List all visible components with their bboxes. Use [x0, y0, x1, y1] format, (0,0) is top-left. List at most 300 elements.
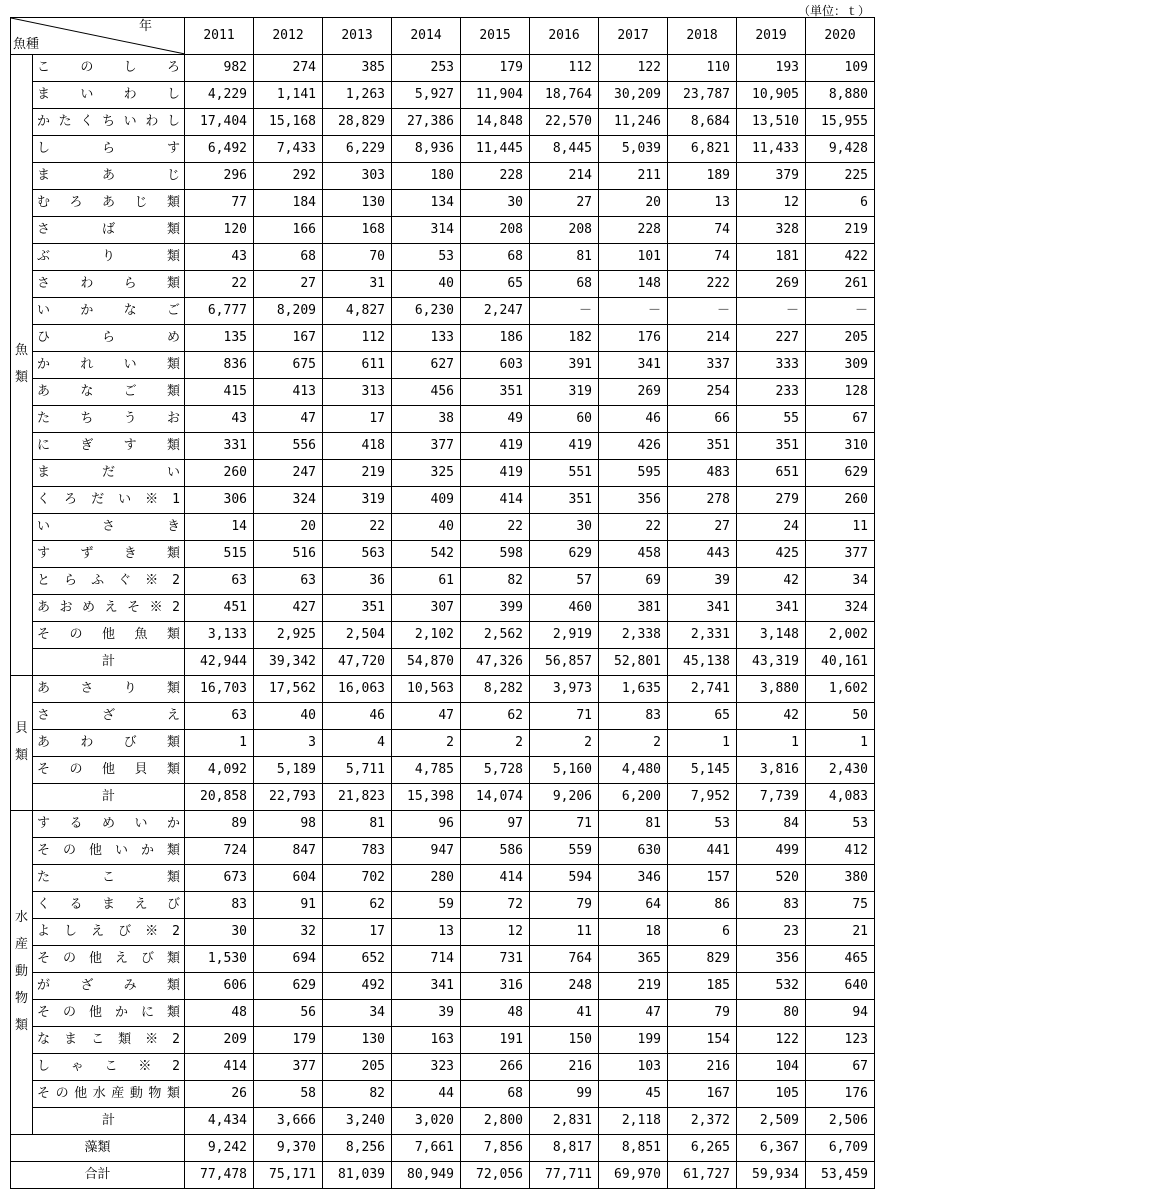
species-name: しゃこ※2	[33, 1054, 185, 1081]
table-row	[11, 379, 875, 406]
value-cell: 532	[737, 973, 806, 1000]
value-cell: 456	[392, 379, 461, 406]
table-row	[11, 352, 875, 379]
value-cell: 227	[737, 325, 806, 352]
value-cell: 11	[806, 514, 875, 541]
value-cell: 351	[530, 487, 599, 514]
value-cell: 248	[530, 973, 599, 1000]
value-cell: 458	[599, 541, 668, 568]
value-cell: 714	[392, 946, 461, 973]
value-cell: 351	[737, 433, 806, 460]
value-cell: 91	[254, 892, 323, 919]
value-cell: 43	[185, 406, 254, 433]
value-cell: 110	[668, 55, 737, 82]
subtotal-cell: 22,793	[254, 784, 323, 811]
value-cell: 112	[530, 55, 599, 82]
subtotal-cell: 21,823	[323, 784, 392, 811]
value-cell: 30	[530, 514, 599, 541]
value-cell: 409	[392, 487, 461, 514]
value-cell: 629	[806, 460, 875, 487]
value-cell: 4,229	[185, 82, 254, 109]
table-row	[11, 757, 875, 784]
value-cell: 379	[737, 163, 806, 190]
value-cell: 219	[323, 460, 392, 487]
value-cell: 414	[185, 1054, 254, 1081]
value-cell: 292	[254, 163, 323, 190]
value-cell: 69,970	[599, 1162, 668, 1189]
species-name: しらす	[33, 136, 185, 163]
value-cell: 49	[461, 406, 530, 433]
value-cell: 4,480	[599, 757, 668, 784]
value-cell: 55	[737, 406, 806, 433]
value-cell: 7,856	[461, 1135, 530, 1162]
subtotal-cell: 4,434	[185, 1108, 254, 1135]
value-cell: 40	[254, 703, 323, 730]
value-cell: 2,741	[668, 676, 737, 703]
value-cell: 163	[392, 1027, 461, 1054]
subtotal-cell: 2,800	[461, 1108, 530, 1135]
value-cell: 22	[599, 514, 668, 541]
subtotal-cell: 54,870	[392, 649, 461, 676]
subtotal-cell: 2,509	[737, 1108, 806, 1135]
value-cell: －	[599, 298, 668, 325]
value-cell: 44	[392, 1081, 461, 1108]
value-cell: 219	[599, 973, 668, 1000]
value-cell: 377	[254, 1054, 323, 1081]
value-cell: 6,709	[806, 1135, 875, 1162]
value-cell: 48	[185, 1000, 254, 1027]
value-cell: 8,445	[530, 136, 599, 163]
value-cell: 274	[254, 55, 323, 82]
value-cell: 279	[737, 487, 806, 514]
value-cell: 724	[185, 838, 254, 865]
value-cell: 356	[599, 487, 668, 514]
value-cell: 307	[392, 595, 461, 622]
value-cell: 341	[737, 595, 806, 622]
value-cell: 130	[323, 190, 392, 217]
subtotal-cell: 2,118	[599, 1108, 668, 1135]
value-cell: 603	[461, 352, 530, 379]
value-cell: 228	[599, 217, 668, 244]
header-year-label: 年	[138, 19, 152, 34]
value-cell: 6,265	[668, 1135, 737, 1162]
species-name: その他水産動物類	[33, 1081, 185, 1108]
value-cell: 247	[254, 460, 323, 487]
value-cell: 414	[461, 487, 530, 514]
value-cell: 306	[185, 487, 254, 514]
value-cell: 520	[737, 865, 806, 892]
value-cell: 559	[530, 838, 599, 865]
value-cell: 45	[599, 1081, 668, 1108]
group-label-text: 貝類	[15, 721, 29, 763]
subtotal-cell: 52,801	[599, 649, 668, 676]
value-cell: 23	[737, 919, 806, 946]
value-cell: 214	[530, 163, 599, 190]
value-cell: 82	[323, 1081, 392, 1108]
value-cell: 68	[254, 244, 323, 271]
value-cell: 8,851	[599, 1135, 668, 1162]
value-cell: 4,827	[323, 298, 392, 325]
value-cell: 8,684	[668, 109, 737, 136]
value-cell: 2,925	[254, 622, 323, 649]
year-header: 2012	[254, 18, 323, 55]
value-cell: 542	[392, 541, 461, 568]
value-cell: 1	[806, 730, 875, 757]
subtotal-cell: 20,858	[185, 784, 254, 811]
value-cell: 167	[254, 325, 323, 352]
value-cell: 65	[668, 703, 737, 730]
value-cell: 8,936	[392, 136, 461, 163]
value-cell: 5,927	[392, 82, 461, 109]
seaweed-row	[11, 1135, 875, 1162]
value-cell: 316	[461, 973, 530, 1000]
value-cell: 14	[185, 514, 254, 541]
value-cell: 413	[254, 379, 323, 406]
value-cell: 629	[254, 973, 323, 1000]
value-cell: 296	[185, 163, 254, 190]
value-cell: 586	[461, 838, 530, 865]
value-cell: 77,478	[185, 1162, 254, 1189]
group-label-text: 水産動物類	[15, 910, 29, 1033]
value-cell: 89	[185, 811, 254, 838]
value-cell: 595	[599, 460, 668, 487]
subtotal-cell: 3,666	[254, 1108, 323, 1135]
value-cell: 53,459	[806, 1162, 875, 1189]
value-cell: 598	[461, 541, 530, 568]
year-header: 2013	[323, 18, 392, 55]
unit-label: （単位：ｔ）	[797, 4, 870, 18]
value-cell: －	[806, 298, 875, 325]
header-kind-label: 魚種	[13, 37, 40, 52]
value-cell: 829	[668, 946, 737, 973]
subtotal-cell: 7,952	[668, 784, 737, 811]
value-cell: 6,821	[668, 136, 737, 163]
value-cell: 56	[254, 1000, 323, 1027]
value-cell: 5,711	[323, 757, 392, 784]
species-name: いさき	[33, 514, 185, 541]
species-name: よしえび※2	[33, 919, 185, 946]
value-cell: 61	[392, 568, 461, 595]
value-cell: 30,209	[599, 82, 668, 109]
subtotal-cell: 42,944	[185, 649, 254, 676]
value-cell: 266	[461, 1054, 530, 1081]
value-cell: 422	[806, 244, 875, 271]
value-cell: 83	[599, 703, 668, 730]
catch-table	[10, 17, 875, 1189]
species-name: ひらめ	[33, 325, 185, 352]
value-cell: 62	[461, 703, 530, 730]
value-cell: 443	[668, 541, 737, 568]
value-cell: 71	[530, 811, 599, 838]
value-cell: 148	[599, 271, 668, 298]
value-cell: 4,092	[185, 757, 254, 784]
species-name: あなご類	[33, 379, 185, 406]
value-cell: 216	[530, 1054, 599, 1081]
year-header: 2019	[737, 18, 806, 55]
subtotal-cell: 39,342	[254, 649, 323, 676]
value-cell: 176	[599, 325, 668, 352]
value-cell: 499	[737, 838, 806, 865]
table-row	[11, 190, 875, 217]
value-cell: 1	[185, 730, 254, 757]
value-cell: 46	[323, 703, 392, 730]
value-cell: 611	[323, 352, 392, 379]
subtotal-row	[11, 784, 875, 811]
value-cell: 53	[806, 811, 875, 838]
value-cell: 314	[392, 217, 461, 244]
value-cell: 83	[737, 892, 806, 919]
table-row	[11, 838, 875, 865]
value-cell: 180	[392, 163, 461, 190]
value-cell: 98	[254, 811, 323, 838]
value-cell: 11,433	[737, 136, 806, 163]
value-cell: 1,602	[806, 676, 875, 703]
species-name: にぎす類	[33, 433, 185, 460]
seaweed-row-label: 藻類	[11, 1135, 185, 1162]
value-cell: 836	[185, 352, 254, 379]
value-cell: 18,764	[530, 82, 599, 109]
value-cell: 67	[806, 406, 875, 433]
value-cell: 563	[323, 541, 392, 568]
value-cell: 81	[323, 811, 392, 838]
value-cell: 22	[461, 514, 530, 541]
value-cell: 186	[461, 325, 530, 352]
value-cell: 783	[323, 838, 392, 865]
value-cell: 351	[668, 433, 737, 460]
value-cell: 425	[737, 541, 806, 568]
value-cell: 59,934	[737, 1162, 806, 1189]
value-cell: 189	[668, 163, 737, 190]
value-cell: 63	[185, 703, 254, 730]
species-name: くろだい※1	[33, 487, 185, 514]
species-name: たこ類	[33, 865, 185, 892]
value-cell: 32	[254, 919, 323, 946]
table-row	[11, 973, 875, 1000]
value-cell: 17,562	[254, 676, 323, 703]
value-cell: 79	[668, 1000, 737, 1027]
species-name: かれい類	[33, 352, 185, 379]
value-cell: 43	[185, 244, 254, 271]
value-cell: 53	[392, 244, 461, 271]
value-cell: 629	[530, 541, 599, 568]
value-cell: 63	[185, 568, 254, 595]
table-row	[11, 568, 875, 595]
value-cell: 47	[254, 406, 323, 433]
value-cell: 13,510	[737, 109, 806, 136]
value-cell: 630	[599, 838, 668, 865]
value-cell: 179	[254, 1027, 323, 1054]
value-cell: 2	[392, 730, 461, 757]
value-cell: 594	[530, 865, 599, 892]
value-cell: 414	[461, 865, 530, 892]
value-cell: 22	[185, 271, 254, 298]
subtotal-cell: 15,398	[392, 784, 461, 811]
value-cell: 205	[323, 1054, 392, 1081]
value-cell: 627	[392, 352, 461, 379]
table-row	[11, 703, 875, 730]
species-name: するめいか	[33, 811, 185, 838]
value-cell: 53	[668, 811, 737, 838]
table-row	[11, 946, 875, 973]
value-cell: 123	[806, 1027, 875, 1054]
value-cell: 166	[254, 217, 323, 244]
value-cell: －	[668, 298, 737, 325]
value-cell: 10,905	[737, 82, 806, 109]
subtotal-cell: 7,739	[737, 784, 806, 811]
value-cell: 515	[185, 541, 254, 568]
value-cell: 460	[530, 595, 599, 622]
value-cell: 6,492	[185, 136, 254, 163]
value-cell: 84	[737, 811, 806, 838]
value-cell: 6,777	[185, 298, 254, 325]
table-row	[11, 217, 875, 244]
species-name: その他いか類	[33, 838, 185, 865]
year-header: 2011	[185, 18, 254, 55]
value-cell: 3,973	[530, 676, 599, 703]
group-label	[11, 811, 33, 1135]
value-cell: 2,338	[599, 622, 668, 649]
species-name: さざえ	[33, 703, 185, 730]
table-row	[11, 136, 875, 163]
value-cell: 8,282	[461, 676, 530, 703]
header-row	[11, 18, 875, 55]
value-cell: 176	[806, 1081, 875, 1108]
table-row	[11, 406, 875, 433]
value-cell: 105	[737, 1081, 806, 1108]
value-cell: 5,189	[254, 757, 323, 784]
value-cell: 209	[185, 1027, 254, 1054]
value-cell: 8,256	[323, 1135, 392, 1162]
value-cell: 253	[392, 55, 461, 82]
group-label-text: 魚類	[15, 343, 29, 385]
value-cell: 351	[461, 379, 530, 406]
value-cell: 59	[392, 892, 461, 919]
subtotal-label: 計	[33, 1108, 185, 1135]
table-row	[11, 271, 875, 298]
subtotal-cell: 14,074	[461, 784, 530, 811]
year-header: 2016	[530, 18, 599, 55]
value-cell: 310	[806, 433, 875, 460]
value-cell: 269	[599, 379, 668, 406]
value-cell: 216	[668, 1054, 737, 1081]
value-cell: 3	[254, 730, 323, 757]
value-cell: 181	[737, 244, 806, 271]
value-cell: 269	[737, 271, 806, 298]
value-cell: 731	[461, 946, 530, 973]
value-cell: 12	[461, 919, 530, 946]
value-cell: 83	[185, 892, 254, 919]
species-name: まだい	[33, 460, 185, 487]
table-row	[11, 244, 875, 271]
table-row	[11, 460, 875, 487]
value-cell: 2,562	[461, 622, 530, 649]
value-cell: 66	[668, 406, 737, 433]
value-cell: 225	[806, 163, 875, 190]
value-cell: 6,230	[392, 298, 461, 325]
value-cell: 22	[323, 514, 392, 541]
value-cell: 40	[392, 271, 461, 298]
value-cell: 427	[254, 595, 323, 622]
value-cell: 324	[254, 487, 323, 514]
value-cell: 640	[806, 973, 875, 1000]
value-cell: 67	[806, 1054, 875, 1081]
value-cell: 157	[668, 865, 737, 892]
value-cell: 75	[806, 892, 875, 919]
value-cell: 1,141	[254, 82, 323, 109]
value-cell: 8,880	[806, 82, 875, 109]
year-header: 2018	[668, 18, 737, 55]
value-cell: 1	[668, 730, 737, 757]
value-cell: 61,727	[668, 1162, 737, 1189]
value-cell: 70	[323, 244, 392, 271]
value-cell: 764	[530, 946, 599, 973]
group-label	[11, 676, 33, 811]
value-cell: 94	[806, 1000, 875, 1027]
value-cell: 11,904	[461, 82, 530, 109]
value-cell: 2	[530, 730, 599, 757]
value-cell: 1,263	[323, 82, 392, 109]
value-cell: 233	[737, 379, 806, 406]
value-cell: 412	[806, 838, 875, 865]
table-row	[11, 55, 875, 82]
value-cell: 426	[599, 433, 668, 460]
value-cell: 2	[461, 730, 530, 757]
value-cell: 9,370	[254, 1135, 323, 1162]
value-cell: 483	[668, 460, 737, 487]
table-row	[11, 487, 875, 514]
value-cell: 81,039	[323, 1162, 392, 1189]
value-cell: 27	[254, 271, 323, 298]
value-cell: 150	[530, 1027, 599, 1054]
value-cell: 185	[668, 973, 737, 1000]
value-cell: 391	[530, 352, 599, 379]
species-name: がざみ類	[33, 973, 185, 1000]
value-cell: 278	[668, 487, 737, 514]
value-cell: 351	[323, 595, 392, 622]
value-cell: 5,039	[599, 136, 668, 163]
value-cell: 1,635	[599, 676, 668, 703]
value-cell: 341	[392, 973, 461, 1000]
value-cell: 17,404	[185, 109, 254, 136]
value-cell: 168	[323, 217, 392, 244]
subtotal-cell: 9,206	[530, 784, 599, 811]
value-cell: 63	[254, 568, 323, 595]
value-cell: 17	[323, 919, 392, 946]
value-cell: 103	[599, 1054, 668, 1081]
value-cell: 222	[668, 271, 737, 298]
subtotal-cell: 3,240	[323, 1108, 392, 1135]
value-cell: 21	[806, 919, 875, 946]
value-cell: 28,829	[323, 109, 392, 136]
value-cell: 72	[461, 892, 530, 919]
value-cell: 68	[461, 244, 530, 271]
value-cell: 47	[392, 703, 461, 730]
value-cell: 303	[323, 163, 392, 190]
value-cell: 556	[254, 433, 323, 460]
value-cell: 333	[737, 352, 806, 379]
subtotal-cell: 40,161	[806, 649, 875, 676]
value-cell: 492	[323, 973, 392, 1000]
value-cell: 193	[737, 55, 806, 82]
value-cell: 74	[668, 244, 737, 271]
species-name: くるまえび	[33, 892, 185, 919]
species-name: その他かに類	[33, 1000, 185, 1027]
value-cell: 309	[806, 352, 875, 379]
subtotal-row	[11, 649, 875, 676]
value-cell: 214	[668, 325, 737, 352]
value-cell: 694	[254, 946, 323, 973]
value-cell: 62	[323, 892, 392, 919]
